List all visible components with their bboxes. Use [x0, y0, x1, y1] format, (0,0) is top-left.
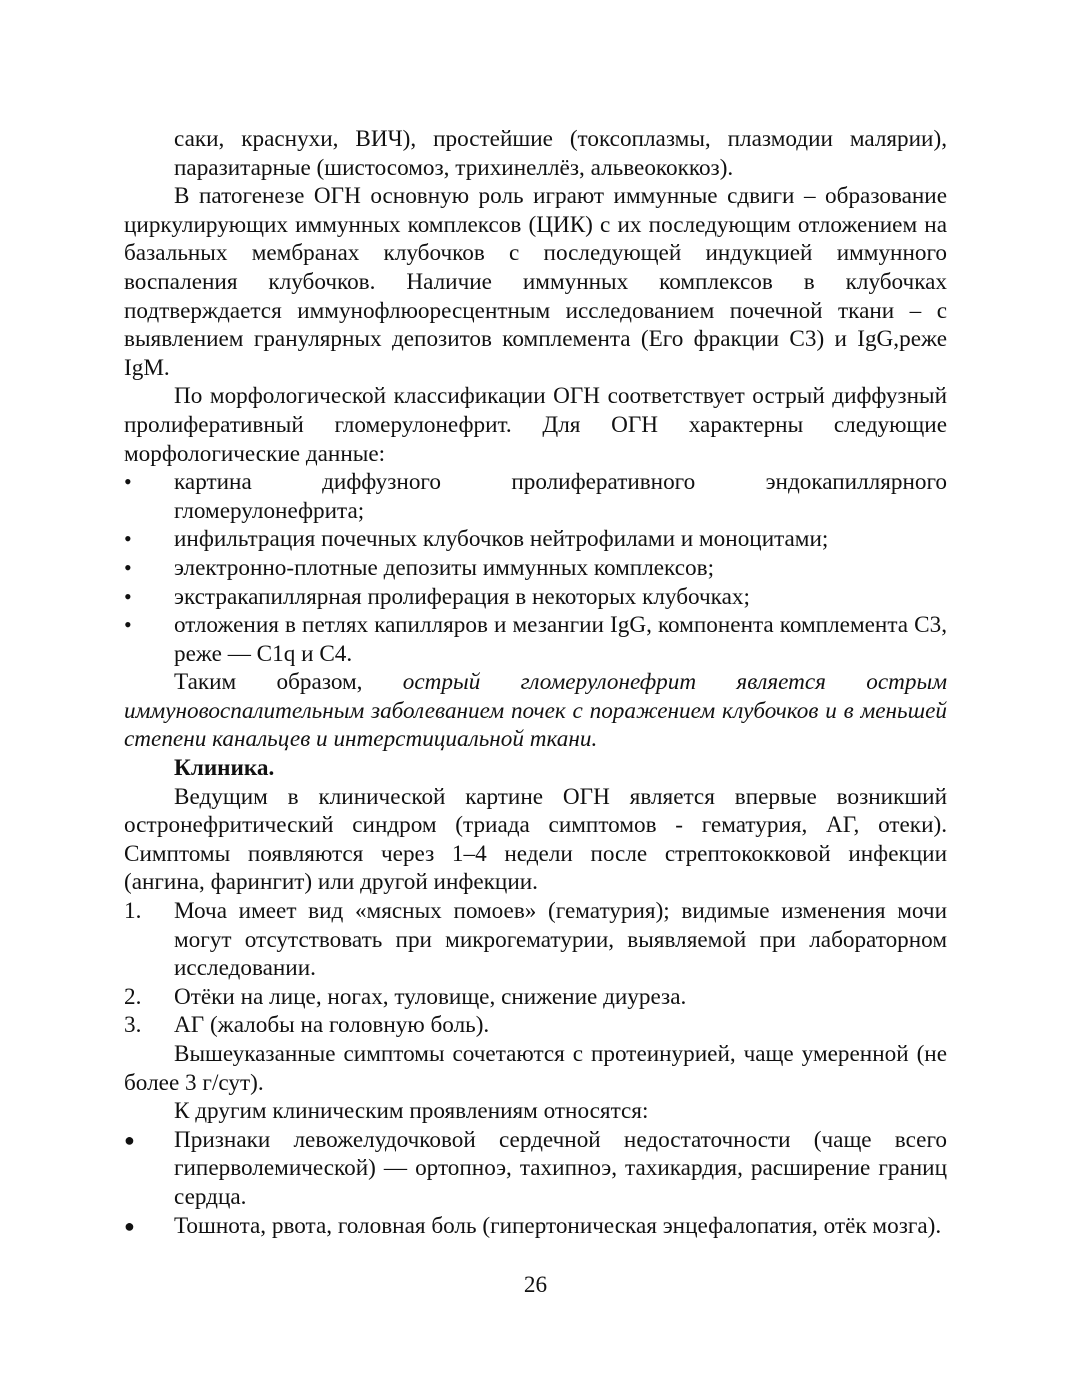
- paragraph-proteinuria: Вышеуказанные симптомы сочетаются с протеинурией, чаще умеренной (не более 3 г/сут).: [124, 1041, 947, 1096]
- paragraph-clinic-intro: Ведущим в клинической картине ОГН является впервые возникший остронефритический синдром (триада симптомов - гематурия, АГ, отеки). Симптомы появляются через 1–4 недели после стрептококковой инфекции (ангина, фарингит) или другой инфекции.: [124, 783, 947, 896]
- list-item: [124, 1011, 947, 1040]
- symptoms-list: [124, 897, 947, 1040]
- bullet-icon: [124, 554, 174, 583]
- list-item-text: Признаки левожелудочковой сердечной недостаточности (чаще всего гиперволемической) — ортопноэ, тахипноэ, тахикардия, расширение границ сердца.: [174, 1126, 947, 1210]
- bullet-icon: [124, 525, 174, 554]
- bullet-icon: [124, 1212, 174, 1242]
- list-item: [124, 611, 947, 668]
- paragraph-morphology: По морфологической классификации ОГН соответствует острый диффузный пролиферативный гломерулонефрит. Для ОГН характерны следующие морфологические данные:: [124, 383, 947, 467]
- list-item: [124, 1212, 947, 1241]
- list-item-text: инфильтрация почечных клубочков нейтрофилами и моноцитами;: [174, 526, 829, 553]
- list-number: 3.: [124, 1012, 142, 1039]
- bullet-icon: [124, 468, 174, 497]
- page-number: 26: [523, 1272, 548, 1298]
- paragraph-conclusion: [124, 668, 947, 754]
- conclusion-lead: Таким образом,: [174, 669, 403, 696]
- list-item: [124, 554, 947, 583]
- list-item: [124, 897, 947, 983]
- list-item-text: отложения в петлях капилляров и мезангии IgG, компонента комплемента С3, реже — С1q и С4.: [174, 612, 947, 667]
- bullet-icon: [124, 583, 174, 612]
- list-item: [124, 1126, 947, 1212]
- list-item-text: Отёки на лице, ногах, туловище, снижение диуреза.: [174, 983, 687, 1010]
- list-item-text: картина диффузного пролиферативного эндокапиллярного гломерулонефрита;: [174, 469, 947, 524]
- list-item-text: АГ (жалобы на головную боль).: [174, 1012, 490, 1039]
- list-item-text: Тошнота, рвота, головная боль (гипертоническая энцефалопатия, отёк мозга).: [174, 1212, 942, 1239]
- bullet-icon: [124, 611, 174, 640]
- morphology-list: [124, 468, 947, 668]
- list-item-text: Моча имеет вид «мясных помоев» (гематурия); видимые изменения мочи могут отсутствовать при микрогематурии, выявляемой при лабораторном исследовании.: [174, 898, 947, 982]
- paragraph-pathogenesis: В патогенезе ОГН основную роль играют иммунные сдвиги – образование циркулирующих иммунных комплексов (ЦИК) с их последующим отложением на базальных мембранах клубочков с последующей индукцией иммунного воспаления клубочков. Наличие иммунных комплексов в клубочках подтверждается иммунофлюоресцентным исследованием почечной ткани – с выявлением гранулярных депозитов комплемента (Его фракции С3) и IgG,реже IgM.: [124, 183, 947, 381]
- list-item: [124, 468, 947, 525]
- list-item: [124, 983, 947, 1012]
- list-item-text: электронно-плотные депозиты иммунных комплексов;: [174, 554, 715, 581]
- section-heading-clinic: Клиника.: [174, 755, 275, 782]
- list-item: [124, 525, 947, 554]
- list-item: [124, 583, 947, 612]
- list-item-text: экстракапиллярная пролиферация в некоторых клубочках;: [174, 583, 750, 610]
- bullet-icon: [124, 1126, 174, 1156]
- list-number: 1.: [124, 898, 142, 925]
- conclusion-definition: острый гломерулонефрит является острым иммуновоспалительным заболеванием почек с поражением клубочков и в меньшей степени канальцев и интерстициальной ткани.: [124, 669, 947, 753]
- paragraph-other-intro: К другим клиническим проявлениям относятся:: [174, 1098, 649, 1125]
- paragraph-infections: саки, краснухи, ВИЧ), простейшие (токсоплазмы, плазмодии малярии), паразитарные (шистосомоз, трихинеллёз, альвеококкоз).: [174, 126, 947, 181]
- list-number: 2.: [124, 983, 142, 1010]
- other-manifestations-list: [124, 1126, 947, 1240]
